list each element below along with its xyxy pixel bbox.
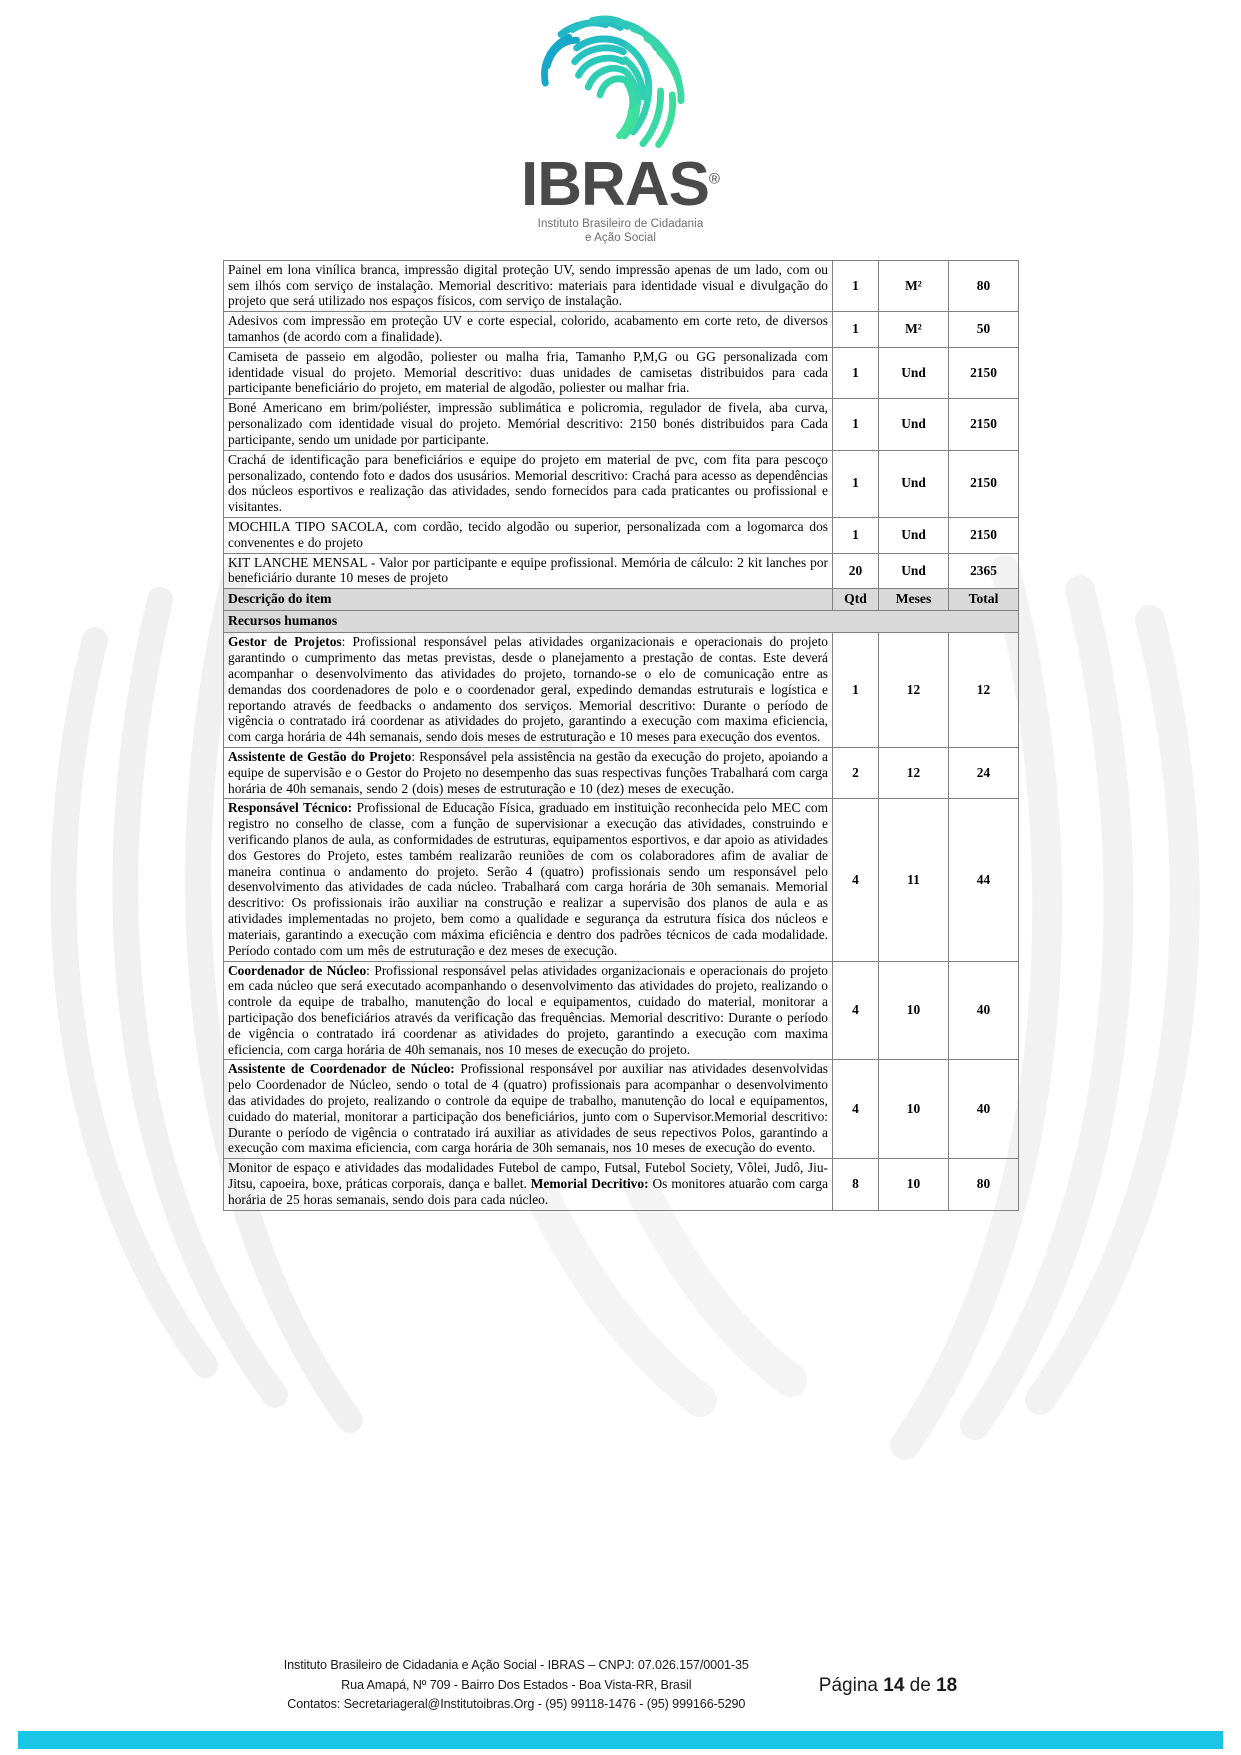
item-qtd: 1 — [833, 399, 879, 450]
page-footer — [0, 1656, 1241, 1715]
item-unit: Und — [879, 399, 949, 450]
registered-mark: ® — [708, 170, 720, 188]
item-total: 80 — [949, 260, 1019, 311]
fingerprint-brazil-map-icon — [518, 14, 723, 162]
item-qtd: 4 — [833, 1060, 879, 1159]
item-qtd: 4 — [833, 961, 879, 1060]
item-description: Monitor de espaço e atividades das modalidades Futebol de campo, Futsal, Futebol Society, Vôlei, Judô, Jiu-Jitsu, capoeira, boxe, práticas corporais, dança e ballet. Memorial Decritivo: Os monitores atuarão com carga horária de 25 horas semanais, sendo dois para cada núcleo. — [224, 1159, 833, 1210]
footer-line-org: Instituto Brasileiro de Cidadania e Ação Social - IBRAS – CNPJ: 07.026.157/0001-35 — [283, 1658, 749, 1673]
item-total: 80 — [949, 1159, 1019, 1210]
item-description: Coordenador de Núcleo: Profissional responsável pelas atividades organizacionais e operacionais do projeto em cada núcleo que será executado acompanhando o desenvolvimento das atividades do projeto, realizando o controle da equipe de trabalho, manutenção do local e equipamentos, cuidado do material, monitorar a participação dos beneficiários através da verificação das frequências. Memorial descritivo: Durante o período de vigência o contratado irá coordenar as atividades do projeto, garantindo a execução com maxima eficiencia, com carga horária de 40h semanais, nos 10 meses de execução do projeto. — [224, 961, 833, 1060]
footer-line-contacts: Contatos: Secretariageral@Institutoibras.Org - (95) 99118-1476 - (95) 999166-5290 — [287, 1697, 746, 1712]
item-description: Gestor de Projetos: Profissional responsável pelas atividades organizacionais e operacionais do projeto garantindo o cumprimento das metas previstas, desde o planejamento a prestação de contas. Este deverá acompanhar o desenvolvimento das atividades do projeto, tornando-se o elo de comunicação entre as demandas dos coordenadores de polo e o coordenador geral, expedindo demandas estruturais e logística e reportando através de feedbacks o andamento dos serviços. Memorial descritivo: Durante o período de vigência o contratado irá coordenar as atividades do projeto, garantindo a execução com maxima eficiencia, com carga horária de 44h semanais, sendo dois meses de estruturação e 10 meses para execução dos eventos. — [224, 633, 833, 748]
table-row — [224, 1159, 1019, 1210]
item-total: 50 — [949, 312, 1019, 348]
table-row — [224, 260, 1019, 311]
item-qtd: 20 — [833, 553, 879, 589]
item-meses: 10 — [879, 1159, 949, 1210]
item-qtd: 8 — [833, 1159, 879, 1210]
role-label: Responsável Técnico: — [228, 800, 353, 816]
item-qtd: 1 — [833, 450, 879, 517]
item-description: MOCHILA TIPO SACOLA, com cordão, tecido algodão ou superior, personalizada com a logomarca dos convenentes e do projeto — [224, 517, 833, 553]
table-header-row — [224, 589, 1019, 611]
role-label: Assistente de Gestão do Projeto — [228, 748, 412, 764]
table-row — [224, 747, 1019, 798]
item-description: Painel em lona vinílica branca, impressão digital proteção UV, sendo impressão apenas de um lado, com ou sem ilhós com serviço de instalação. Memorial descritivo: materiais para identidade visual e divulgação do projeto que será utilizado nos espaços físicos, com serviço de instalação. — [224, 260, 833, 311]
table-row — [224, 1060, 1019, 1159]
item-meses: 12 — [879, 747, 949, 798]
item-meses: 11 — [879, 799, 949, 961]
footer-accent-bar — [18, 1731, 1223, 1749]
item-qtd: 1 — [833, 260, 879, 311]
item-meses: 12 — [879, 633, 949, 748]
item-description: Boné Americano em brim/poliéster, impressão sublimática e policromia, regulador de fivela, aba curva, personalizado com identidade visual do projeto. Memórial descritivo: 2150 bonés distribuidos para Cada participante, sendo um unidade por participante. — [224, 399, 833, 450]
item-unit: Und — [879, 517, 949, 553]
item-meses: 10 — [879, 961, 949, 1060]
item-description: Camiseta de passeio em algodão, poliester ou malha fria, Tamanho P,M,G ou GG personalizada com identidade visual do projeto. Memorial descritivo: duas unidades de camisetas distribuidos para cada participante beneficiário do projeto, em material de algodão, poliester ou malhar fria. — [224, 347, 833, 398]
table-section-header — [224, 611, 1019, 633]
item-qtd: 4 — [833, 799, 879, 961]
item-unit: M² — [879, 312, 949, 348]
document-logo — [0, 0, 1241, 246]
item-total: 2150 — [949, 450, 1019, 517]
table-row — [224, 961, 1019, 1060]
item-unit: Und — [879, 450, 949, 517]
page-number: Página 14 de 18 — [818, 1674, 958, 1696]
item-qtd: 1 — [833, 347, 879, 398]
item-qtd: 1 — [833, 312, 879, 348]
table-row — [224, 399, 1019, 450]
table-row — [224, 799, 1019, 961]
role-label: Coordenador de Núcleo — [228, 962, 367, 978]
item-total: 2150 — [949, 517, 1019, 553]
item-total: 2150 — [949, 399, 1019, 450]
footer-address-block — [284, 1656, 749, 1715]
item-total: 2365 — [949, 553, 1019, 589]
item-qtd: 1 — [833, 633, 879, 748]
logo-tagline-line1: Instituto Brasileiro de Cidadania — [537, 218, 704, 231]
column-header-description: Descrição do item — [224, 589, 833, 611]
role-label: Gestor de Projetos — [228, 634, 342, 650]
memorial-label: Memorial Decritivo: — [530, 1176, 649, 1192]
table-row — [224, 450, 1019, 517]
budget-items-table — [223, 260, 1019, 1211]
item-total: 2150 — [949, 347, 1019, 398]
item-description: Responsável Técnico: Profissional de Educação Física, graduado em instituição reconhecida pelo MEC com registro no conselho de classe, com a função de supervisionar a execução das atividades, construindo e verificando planos de aula, as conformidades de estruturas, equipamentos esportivos, e dar apoio as atividades dos Gestores do Projeto, estes também realizarão reuniões de com os colaboradores afim de avaliar de maneira continua o andamento do projeto. Serão 4 (quatro) profissionais sendo um responsável pelo desenvolvimento das atividades de cada núcleo. Trabalhará com carga horária de 30h semanais. Memorial descritivo: Os profissionais irão auxiliar na construção e realizar a supervisão dos planos de aula e as atividades implementadas no projeto, bem como a qualidade e segurança da estrutura física dos núcleos e materiais, garantindo a execução com máxima eficiência e dentro dos padrões técnicos de cada modalidade. Período contado com um mês de estruturação e dez meses de execução. — [224, 799, 833, 961]
table-row — [224, 312, 1019, 348]
page-total: 18 — [936, 1674, 958, 1696]
item-qtd: 2 — [833, 747, 879, 798]
logo-tagline — [538, 217, 704, 246]
item-meses: 10 — [879, 1060, 949, 1159]
item-total: 44 — [949, 799, 1019, 961]
budget-table-container — [223, 260, 1018, 1211]
item-total: 24 — [949, 747, 1019, 798]
column-header-total: Total — [949, 589, 1019, 611]
item-description: Assistente de Gestão do Projeto: Responsável pela assistência na gestão da execução do projeto, apoiando a equipe de supervisão e o Gestor do Projeto no desempenho das suas respectivas funções Trabalhará com carga horária de 40h semanais, sendo 2 (dois) meses de estruturação e 10 (dez) meses de execução. — [224, 747, 833, 798]
item-unit: Und — [879, 347, 949, 398]
item-description: KIT LANCHE MENSAL - Valor por participante e equipe profissional. Memória de cálculo: 2 kit lanches por beneficiário durante 10 meses de projeto — [224, 553, 833, 589]
column-header-meses: Meses — [879, 589, 949, 611]
table-row — [224, 517, 1019, 553]
item-total: 40 — [949, 961, 1019, 1060]
table-row — [224, 633, 1019, 748]
item-unit: M² — [879, 260, 949, 311]
section-label: Recursos humanos — [224, 611, 1019, 633]
item-description: Crachá de identificação para beneficiários e equipe do projeto em material de pvc, com fita para pescoço personalizado, contendo foto e dados dos ususários. Memorial descritivo: Crachá para acesso as dependências dos núcleos esportivos e realização das atividades, sendo fornecidos para cada praticantes ou profissional e visitantes. — [224, 450, 833, 517]
item-total: 40 — [949, 1060, 1019, 1159]
item-qtd: 1 — [833, 517, 879, 553]
item-unit: Und — [879, 553, 949, 589]
logo-wordmark: IBRAS® — [521, 150, 720, 219]
table-row — [224, 553, 1019, 589]
logo-tagline-line2: e Ação Social — [584, 232, 656, 245]
page-current: 14 — [883, 1674, 905, 1696]
footer-line-address: Rua Amapá, Nº 709 - Bairro Dos Estados - Boa Vista-RR, Brasil — [341, 1677, 692, 1692]
role-label: Assistente de Coordenador de Núcleo: — [228, 1061, 455, 1077]
table-row — [224, 347, 1019, 398]
item-description: Assistente de Coordenador de Núcleo: Profissional responsável por auxiliar nas atividades desenvolvidas pelo Coordenador de Núcleo, sendo o total de 4 (quatro) profissionais para acompanhar o desenvolvimento das atividades do projeto, realizando o controle da equipe de trabalho, manutenção do local e equipamentos, cuidado do material, monitorar a participação dos beneficiários, junto com o Supervisor.Memorial descritivo: Durante o período de vigência o contratado irá auxiliar as atividades de seus repectivos Polos, garantindo a execução com maxima eficiencia, com carga horária de 30h semanais, nos 10 meses de execução do evento. — [224, 1060, 833, 1159]
item-description: Adesivos com impressão em proteção UV e corte especial, colorido, acabamento em corte reto, de diversos tamanhos (de acordo com a finalidade). — [224, 312, 833, 348]
item-total: 12 — [949, 633, 1019, 748]
column-header-qtd: Qtd — [833, 589, 879, 611]
